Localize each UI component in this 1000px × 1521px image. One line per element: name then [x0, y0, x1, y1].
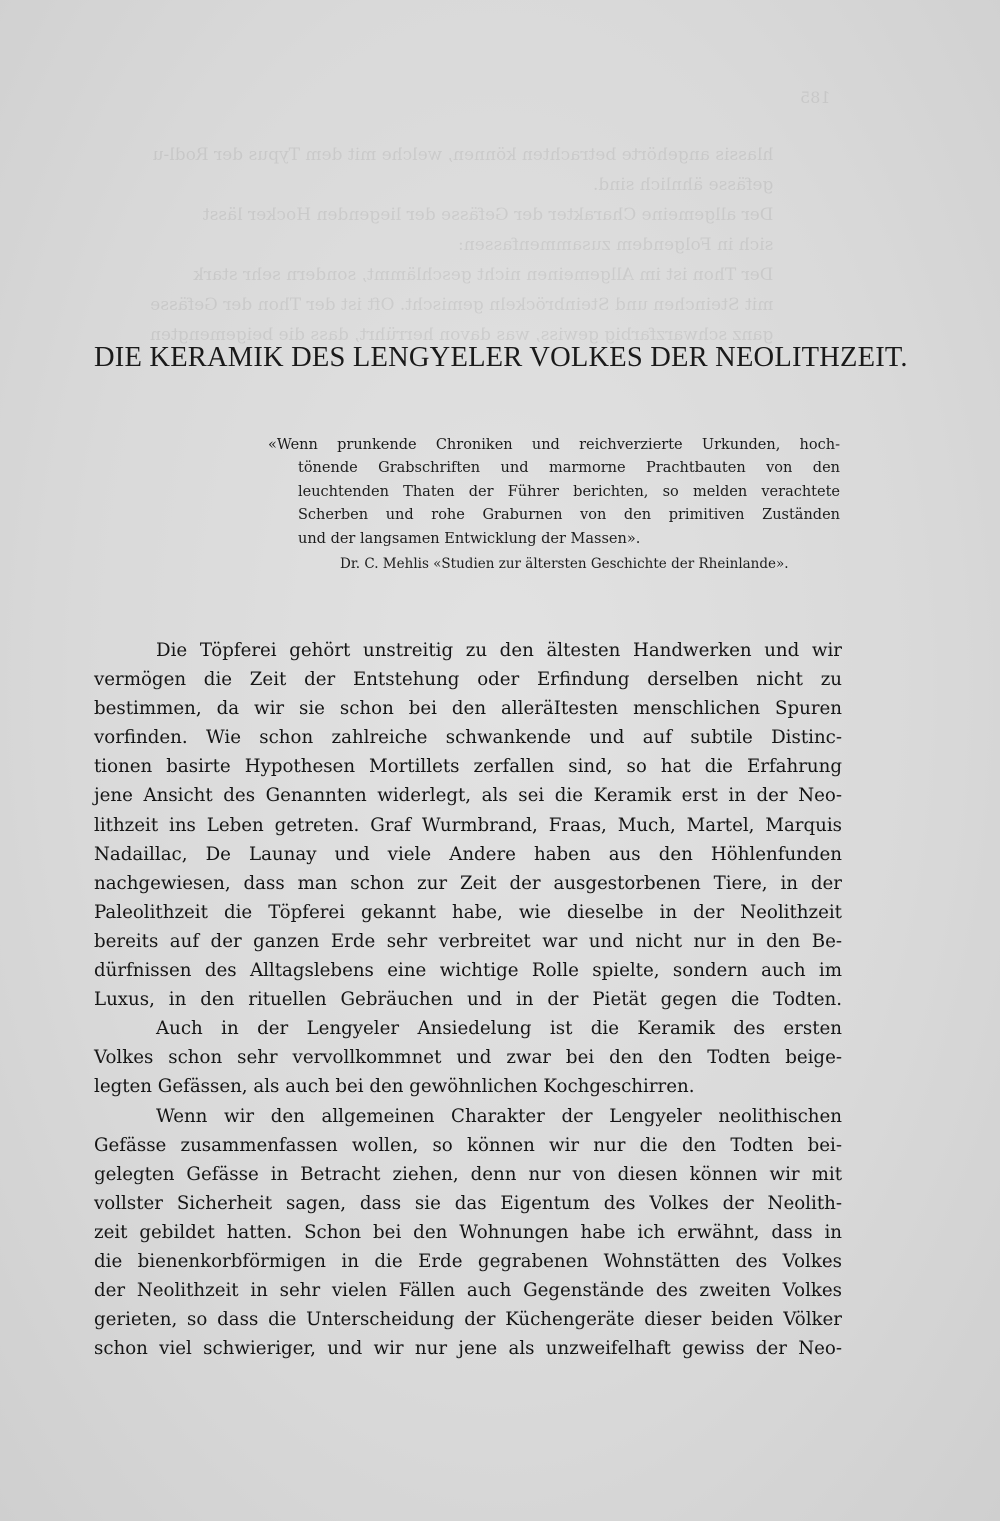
paragraph-3	[94, 1102, 842, 1364]
text-line: Paleolithzeit die Töpferei gekannt habe, wie dieselbe in der Neolithzeit	[94, 901, 842, 923]
epigraph-line: und der langsamen Entwicklung der Massen».	[298, 530, 641, 547]
text-line: tionen basirte Hypothesen Mortillets zerfallen sind, so hat die Erfahrung	[94, 756, 842, 778]
text-line: nachgewiesen, dass man schon zur Zeit der ausgestorbenen Tiere, in der	[94, 872, 842, 894]
text-line: der Neolithzeit in sehr vielen Fällen auch Gegenstände des zweiten Volkes	[94, 1280, 842, 1302]
page-title: DIE KERAMIK DES LENGYELER VOLKES DER NEOLITHZEIT.	[94, 342, 908, 373]
bleed-through-text: hlassis angehörte betrachten können, welche mit dem Typus der Rodl-u gefässe ähnlich sind. Der allgemeine Charakter der Gefässe der liegenden Hocker lässt sich in Folgendem zusammenfassen: Der Thon ist im Allgemeinen nicht geschlämmt, sondern sehr stark mit Steinchen und Steinbröckeln gemischt. Oft ist der Thon der Gefässe ganz schwarzfarbig gewiss, was davon herrührt, dass die beigemengten	[150, 145, 774, 345]
paragraph-2	[94, 1014, 842, 1101]
epigraph-quote	[268, 434, 840, 551]
text-line: Gefässe zusammenfassen wollen, so können wir nur die den Todten bei-	[94, 1134, 842, 1156]
epigraph-line: tönende Grabschriften und marmorne Prachtbauten von den	[298, 460, 840, 477]
text-line: Auch in der Lengyeler Ansiedelung ist die Keramik des ersten	[156, 1018, 842, 1040]
text-line: zeit gebildet hatten. Schon bei den Wohnungen habe ich erwähnt, dass in	[94, 1221, 842, 1243]
text-line: vorfinden. Wie schon zahlreiche schwankende und auf subtile Distinc-	[94, 727, 842, 749]
text-line: Die Töpferei gehört unstreitig zu den ältesten Handwerken und wir	[156, 640, 842, 661]
text-line: Wenn wir den allgemeinen Charakter der Lengyeler neolithischen	[156, 1105, 842, 1127]
body-text	[94, 636, 842, 1363]
text-line: vollster Sicherheit sagen, dass sie das Eigentum des Volkes der Neolith-	[94, 1192, 842, 1214]
text-line: vermögen die Zeit der Entstehung oder Erfindung derselben nicht zu	[94, 669, 842, 691]
text-line: legten Gefässen, als auch bei den gewöhnlichen Kochgeschirren.	[94, 1076, 695, 1098]
epigraph-line: leuchtenden Thaten der Führer berichten, so melden verachtete	[298, 483, 840, 500]
text-line: bereits auf der ganzen Erde sehr verbreitet war und nicht nur in den Be-	[94, 930, 842, 952]
text-line: bestimmen, da wir sie schon bei den alleräItesten menschlichen Spuren	[94, 698, 842, 720]
text-line: schon viel schwieriger, und wir nur jene als unzweifelhaft gewiss der Neo-	[94, 1338, 842, 1360]
epigraph-line: «Wenn prunkende Chroniken und reichverzierte Urkunden, hoch-	[268, 437, 840, 453]
text-line: Nadaillac, De Launay und viele Andere haben aus den Höhlenfunden	[94, 843, 842, 865]
text-line: jene Ansicht des Genannten widerlegt, als sei die Keramik erst in der Neo-	[94, 785, 842, 807]
text-line: die bienenkorbförmigen in die Erde gegrabenen Wohnstätten des Volkes	[94, 1250, 842, 1272]
text-line: gelegten Gefässe in Betracht ziehen, denn nur von diesen können wir mit	[94, 1163, 842, 1185]
paragraph-1	[94, 636, 842, 1014]
text-line: Volkes schon sehr vervollkommnet und zwar bei den den Todten beige-	[94, 1047, 842, 1069]
text-line: gerieten, so dass die Unterscheidung der Küchengeräte dieser beiden Völker	[94, 1309, 842, 1331]
text-line: lithzeit ins Leben getreten. Graf Wurmbrand, Fraas, Much, Martel, Marquis	[94, 814, 842, 836]
epigraph-attribution: Dr. C. Mehlis «Studien zur ältersten Geschichte der Rheinlande».	[340, 556, 789, 572]
bleed-through-page-number: 185	[800, 88, 831, 107]
text-line: Luxus, in den rituellen Gebräuchen und in der Pietät gegen die Todten.	[94, 989, 842, 1011]
epigraph-line: Scherben und rohe Graburnen von den primitiven Zuständen	[298, 507, 840, 524]
text-line: dürfnissen des Alltagslebens eine wichtige Rolle spielte, sondern auch im	[94, 960, 842, 982]
